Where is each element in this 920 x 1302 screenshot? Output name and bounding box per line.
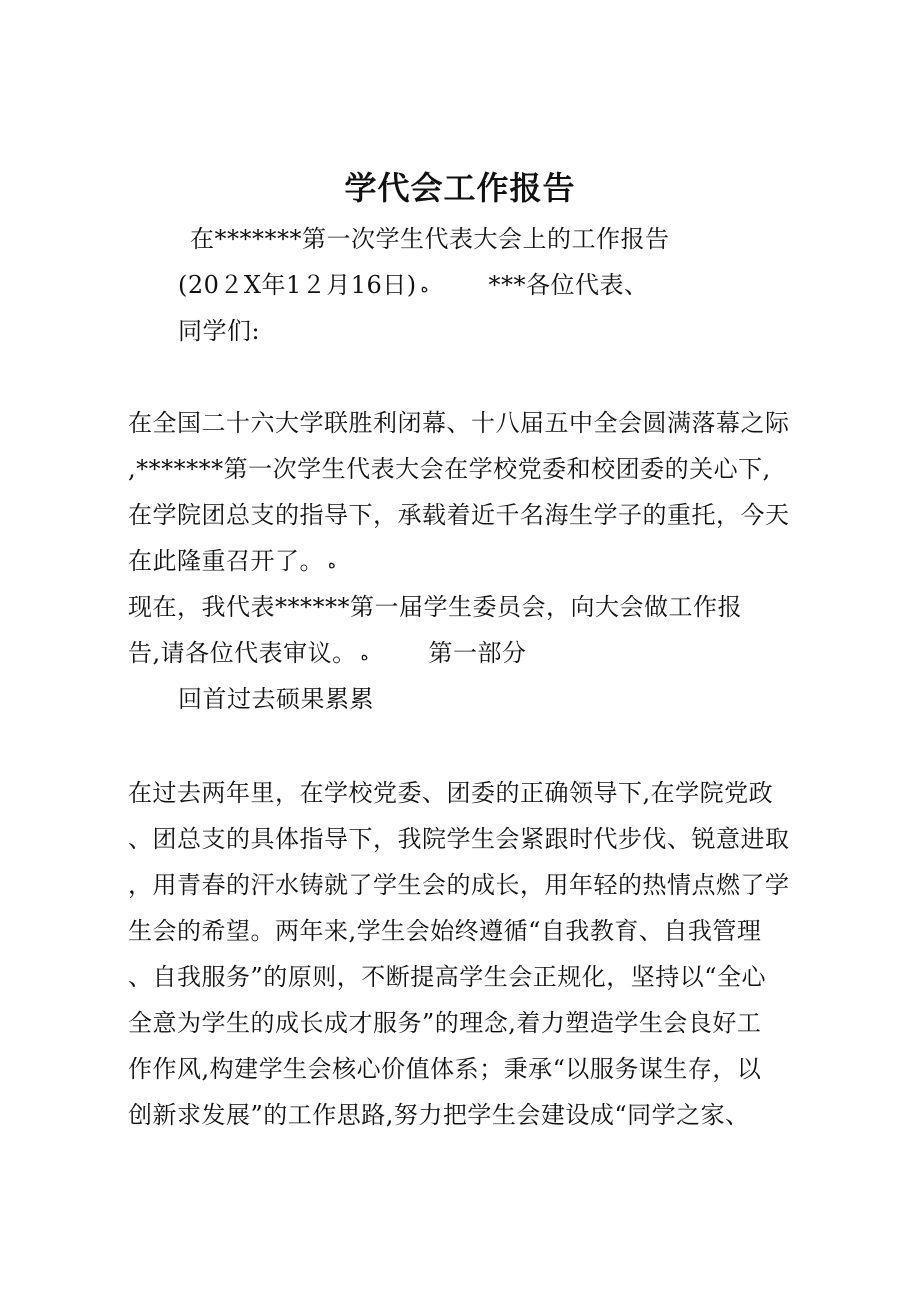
para3-line: 、团总支的具体指导下，我院学生会紧跟时代步伐、锐意进取 bbox=[128, 825, 790, 853]
section-label: 第一部分 bbox=[428, 639, 527, 667]
document-title: 学代会工作报告 bbox=[344, 169, 576, 207]
para3-line: 在过去两年里，在学校党委、团委的正确领导下,在学院党政 bbox=[128, 779, 774, 807]
para1-line: 在全国二十六大学联胜利闭幕、十八届五中全会圆满落幕之际 bbox=[128, 409, 790, 437]
para3-line: 全意为学生的成长成才服务”的理念,着力塑造学生会良好工 bbox=[128, 1009, 762, 1037]
report-date: (20２X年1２月16日) bbox=[178, 271, 417, 299]
date-line bbox=[178, 270, 649, 302]
paragraph-mark: ﻩ bbox=[420, 277, 429, 296]
paragraph-mark: ﻩ bbox=[360, 645, 369, 664]
para3-line: 创新求发展”的工作思路,努力把学生会建设成“同学之家、 bbox=[128, 1101, 750, 1129]
section-heading: 回首过去硕果累累 bbox=[178, 685, 374, 713]
paragraph-mark: ﻩ bbox=[328, 553, 336, 572]
subtitle: 在*******第一次学生代表大会上的工作报告 bbox=[190, 225, 670, 253]
para1-line-last: 在此隆重召开了。 ﻩ bbox=[128, 546, 340, 578]
para3-line: ，用青春的汗水铸就了学生会的成长，用年轻的热情点燃了学 bbox=[128, 871, 790, 899]
para2-line-last: 告,请各位代表审议。 ﻩ 第一部分 bbox=[128, 638, 527, 670]
para3-line: 生会的希望。两年来,学生会始终遵循“自我教育、自我管理 bbox=[128, 917, 762, 945]
para1-line: ,*******第一次学生代表大会在学校党委和校团委的关心下, bbox=[128, 455, 771, 483]
salutation-part1: ***各位代表、 bbox=[488, 271, 649, 299]
para3-line: 作作风,构建学生会核心价值体系；秉承“以服务谋生存，以 bbox=[128, 1055, 762, 1083]
para3-line: 、自我服务”的原则，不断提高学生会正规化，坚持以“全心 bbox=[128, 963, 767, 991]
para2-line: 现在，我代表******第一届学生委员会，向大会做工作报 bbox=[128, 593, 742, 621]
para1-line: 在学院团总支的指导下，承载着近千名海生学子的重托，今天 bbox=[128, 501, 790, 529]
salutation-part2: 同学们: bbox=[178, 317, 261, 345]
